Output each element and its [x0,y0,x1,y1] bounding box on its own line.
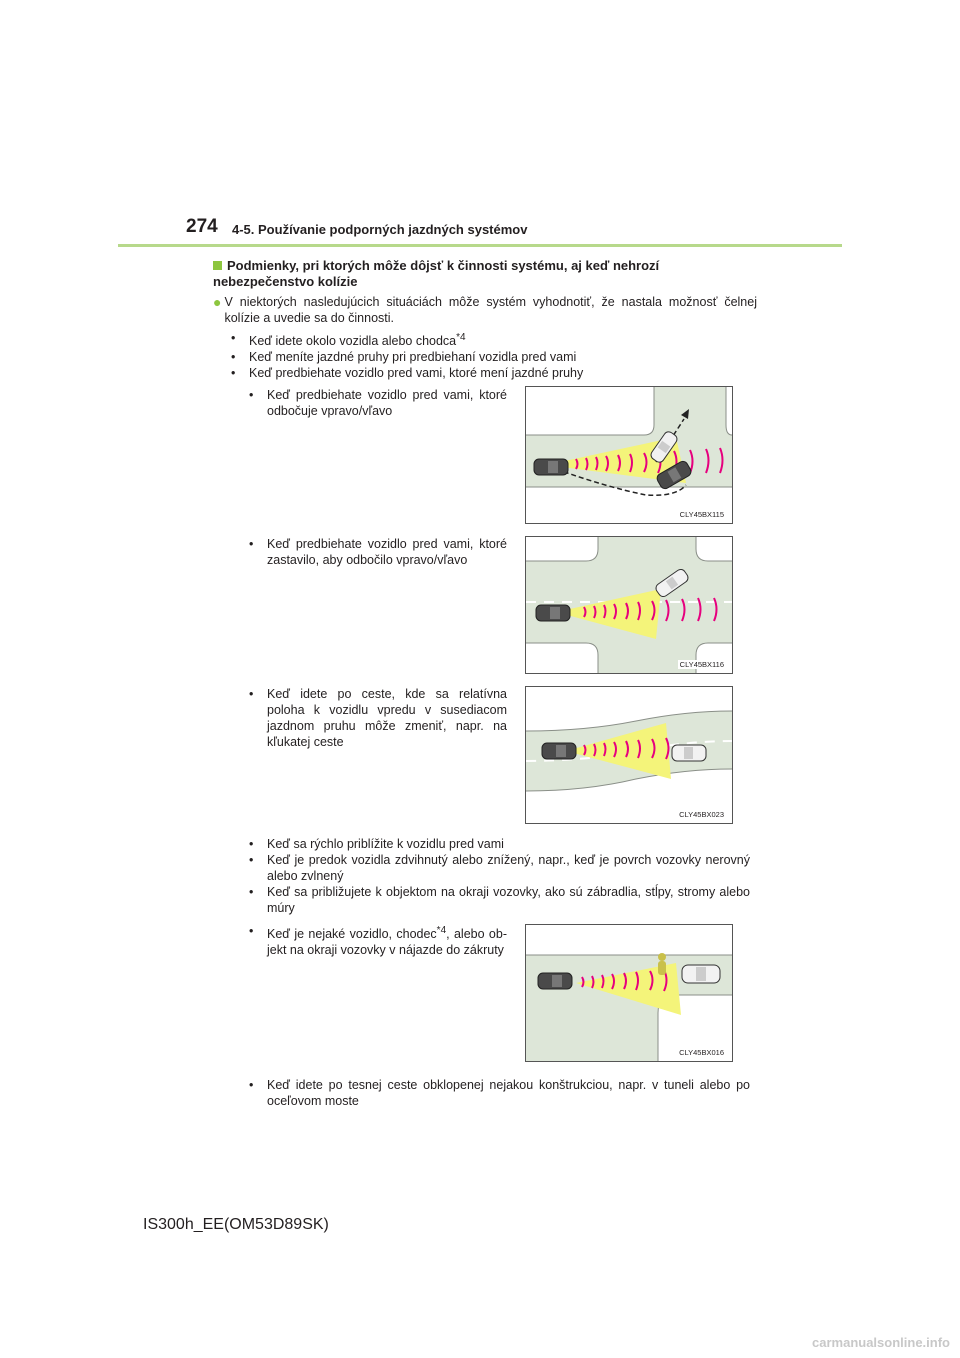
figure-4-text: • Keď je nejaké vozidlo, chodec$^{*4}$, alebo objekt na okraji vozovky v nájazde do zákruty [249,924,507,958]
top-bullet-list [227,330,757,381]
figure-1-illustration [526,387,732,523]
list-item: • Keď meníte jazdné pruhy pri predbiehaní vozidla pred vami [231,350,577,365]
heading-text: Podmienky, pri ktorých môže dôjsť k činnosti systému, aj keď nehrozí nebezpečenstvo kolízie [213,258,660,289]
figure-caption: CLY45BX116 [679,660,724,669]
figure-2 [525,536,733,674]
circle-bullet-icon: ● [213,294,222,310]
figure-2-text: • Keď predbiehate vozidlo pred vami, ktoré zastavilo, aby odbočilo vpravo/vľavo [249,537,507,567]
figure-1-text: • Keď predbiehate vozidlo pred vami, ktoré odbočuje vpravo/vľavo [249,388,507,418]
list-item: • Keď predbiehate vozidlo pred vami, ktoré mení jazdné pruhy [231,366,584,381]
list-item: • Keď idete okolo vozidla alebo chodca$^{*4}$ [231,331,466,349]
list-item: • Keď je predok vozidla zdvihnutý alebo znížený, napr., keď je povrch vozovky nerovný alebo zvlnený [249,853,750,883]
figure-1 [525,386,733,524]
figure-4 [525,924,733,1062]
figure-caption: CLY45BX115 [679,510,724,519]
figure-caption: CLY45BX023 [679,810,724,819]
section-heading [213,258,753,290]
figure-3 [525,686,733,824]
intro-block [213,294,757,381]
header-rule [118,244,842,247]
square-bullet-icon [213,261,222,270]
figure-2-illustration [526,537,732,673]
last-bullet: • Keď idete po tesnej ceste obklopenej nejakou konštrukciou, napr. v tuneli alebo po oceľovom moste [249,1078,750,1108]
page-number: 274 [186,216,218,237]
list-item: • Keď sa rýchlo priblížite k vozidlu pred vami [249,837,504,851]
figure-caption: CLY45BX016 [679,1048,724,1057]
figure-4-illustration [526,925,732,1061]
figure-3-text: • Keď idete po ceste, kde sa relatívna poloha k vozidlu vpredu v susediacom jazdnom pruhu môže zmeniť, napr. na kľukatej ceste [249,687,507,749]
watermark: carmanualsonline.info [812,1335,950,1350]
mid-bullet-list [245,836,750,916]
figure-3-illustration [526,687,732,823]
footer-model-code: IS300h_EE(OM53D89SK) [143,1216,329,1233]
intro-paragraph [213,294,757,326]
section-title: 4-5. Používanie podporných jazdných systémov [232,222,528,237]
list-item: • Keď sa približujete k objektom na okraji vozovky, ako sú zábradlia, stĺpy, stromy alebo múry [249,885,750,915]
intro-text: V niektorých nasledujúcich situáciách môže systém vyhodnotiť, že nastala možnosť čelnej kolízie a uvedie sa do činnosti. [224,295,757,325]
